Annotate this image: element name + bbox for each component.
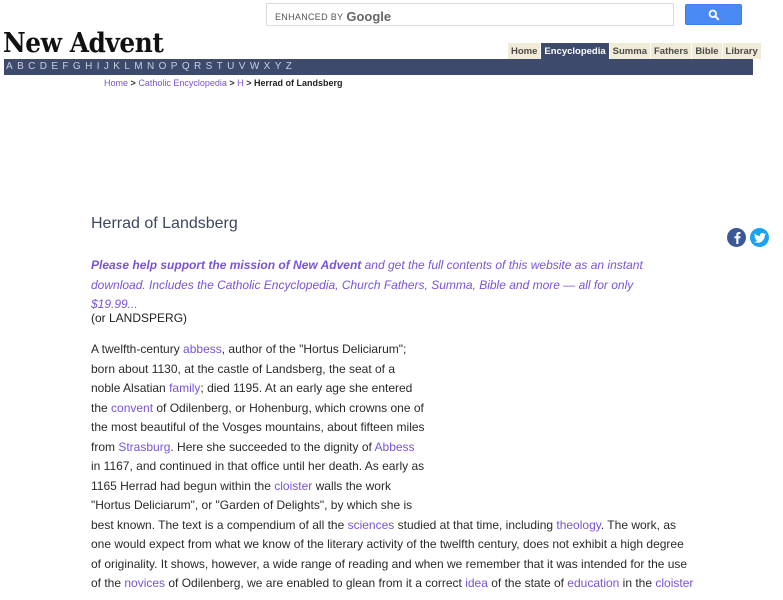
breadcrumb-catholic-encyclopedia[interactable]: Catholic Encyclopedia xyxy=(138,78,227,88)
article-line xyxy=(91,457,693,477)
article-text: of the state of xyxy=(487,576,568,590)
article-text: best known. The text is a compendium of all the xyxy=(91,517,348,532)
facebook-share-button[interactable] xyxy=(727,228,746,247)
alphabet-link-x[interactable]: X xyxy=(263,61,271,72)
breadcrumb-separator: > xyxy=(229,78,235,88)
support-mission-link[interactable]: Please help support the mission of New Advent xyxy=(91,258,362,272)
article-line xyxy=(91,555,693,575)
article-link-strasburg[interactable]: Strasburg xyxy=(118,439,171,454)
article-line xyxy=(91,516,693,536)
twitter-share-button[interactable] xyxy=(750,228,769,247)
article-text: the most beautiful of the Vosges mountains, about fifteen miles xyxy=(91,420,425,434)
article-line xyxy=(91,496,693,516)
nav-tab-library[interactable]: Library xyxy=(722,43,761,59)
article-link-sciences[interactable]: sciences xyxy=(347,517,395,532)
alphabet-link-q[interactable]: Q xyxy=(181,61,190,72)
nav-tab-encyclopedia[interactable]: Encyclopedia xyxy=(540,43,608,59)
search-input[interactable] xyxy=(267,4,673,25)
alphabet-link-a[interactable]: A xyxy=(6,61,13,72)
nav-tab-bible[interactable]: Bible xyxy=(691,43,721,59)
breadcrumb-separator: > xyxy=(246,78,252,88)
article-link-convent[interactable]: convent xyxy=(111,400,154,415)
article-link-family[interactable]: family xyxy=(169,381,201,395)
article-text: . The work, as xyxy=(600,517,676,532)
site-search-box[interactable] xyxy=(266,3,674,26)
social-share xyxy=(727,228,769,247)
alphabet-link-p[interactable]: P xyxy=(170,61,178,72)
alphabet-link-g[interactable]: G xyxy=(72,61,81,72)
alphabet-link-w[interactable]: W xyxy=(249,61,260,72)
article-text: A twelfth-century xyxy=(91,342,184,356)
article-text: of the xyxy=(91,576,125,590)
article-text: walls the work xyxy=(312,478,391,493)
article-text: the xyxy=(91,400,112,415)
article-text: of Odilenberg, we are enabled to glean from it a correct xyxy=(165,576,466,590)
article-line xyxy=(91,379,693,399)
article-text: one would expect from what we know of the literary activity of the twelfth century, does not exhibit a high degree xyxy=(91,537,684,551)
alphabet-link-b[interactable]: B xyxy=(17,61,24,72)
twitter-icon xyxy=(754,233,766,243)
article-text: , author of the "Hortus Deliciarum"; xyxy=(221,342,407,356)
site-logo[interactable]: New Advent xyxy=(3,28,164,59)
alphabet-link-j[interactable]: J xyxy=(103,61,110,72)
article-text: in the xyxy=(619,576,656,590)
article-link-theology[interactable]: theology xyxy=(556,517,601,532)
article-text: from xyxy=(91,439,119,454)
facebook-icon xyxy=(732,231,742,244)
article-line xyxy=(91,477,693,497)
alphabet-link-c[interactable]: C xyxy=(28,61,36,72)
support-promo xyxy=(91,256,671,315)
breadcrumb-home[interactable]: Home xyxy=(104,78,129,88)
article-line xyxy=(91,535,693,555)
alphabet-link-h[interactable]: H xyxy=(85,61,93,72)
article-text: 1165 Herrad had begun within the xyxy=(91,478,275,493)
article-text: ; died 1195. At an early age she entered xyxy=(200,381,413,395)
article-line xyxy=(91,418,693,438)
alphabet-link-s[interactable]: S xyxy=(205,61,213,72)
page-title: Herrad of Landsberg xyxy=(91,215,238,232)
nav-tab-fathers[interactable]: Fathers xyxy=(650,43,691,59)
article-text: in 1167, and continued in that office until her death. As early as xyxy=(91,459,425,473)
article-text: "Hortus Deliciarum", or "Garden of Delights", by which she is xyxy=(91,498,413,512)
article-link-novices[interactable]: novices xyxy=(124,576,166,590)
alphabet-link-z[interactable]: Z xyxy=(285,61,293,72)
article-text: studied at that time, including xyxy=(394,517,557,532)
article-text: . Here she succeeded to the dignity of xyxy=(170,439,375,454)
alphabet-link-r[interactable]: R xyxy=(194,61,202,72)
article-line xyxy=(91,340,693,360)
article-text: of Odilenberg, or Hohenburg, which crowns one of xyxy=(153,400,424,415)
search-button[interactable] xyxy=(685,4,742,25)
article-text: born about 1130, at the castle of Landsberg, the seat of a xyxy=(91,361,395,376)
promo-text: download. Includes the Catholic Encyclopedia, Church Fathers, Summa, Bible and more — all for only $19.99... xyxy=(91,277,634,311)
article-line xyxy=(91,574,693,594)
breadcrumb-current: Herrad of Landsberg xyxy=(253,78,343,88)
alphabet-link-n[interactable]: N xyxy=(146,61,155,72)
alphabet-link-l[interactable]: L xyxy=(124,61,131,72)
article-text: noble Alsatian xyxy=(91,381,170,395)
breadcrumb xyxy=(104,78,342,88)
alphabet-link-e[interactable]: E xyxy=(51,61,59,72)
search-icon xyxy=(708,9,720,21)
alphabet-link-o[interactable]: O xyxy=(158,61,167,72)
article-text: of originality. It shows, however, a wide range of reading and when we remember that it was intended for the use xyxy=(91,556,688,571)
article-link-education[interactable]: education xyxy=(567,576,620,590)
article-line xyxy=(91,360,693,380)
alphabet-link-i[interactable]: I xyxy=(96,61,100,72)
alphabet-index-bar xyxy=(4,59,753,75)
nav-tab-home[interactable]: Home xyxy=(507,43,540,59)
nav-tab-summa[interactable]: Summa xyxy=(609,43,650,59)
alphabet-link-m[interactable]: M xyxy=(134,61,143,72)
alphabet-link-v[interactable]: V xyxy=(238,61,246,72)
article-link-cloister[interactable]: cloister xyxy=(274,478,313,493)
breadcrumb-separator: > xyxy=(130,78,136,88)
alphabet-link-y[interactable]: Y xyxy=(274,61,282,72)
search-placeholder: ENHANCED BY Google xyxy=(275,9,392,24)
article-link-idea[interactable]: idea xyxy=(465,576,488,590)
article-line xyxy=(91,438,693,458)
alternate-name: (or LANDSPERG) xyxy=(91,311,188,325)
article-link-cloister[interactable]: cloister xyxy=(655,576,694,590)
alphabet-link-t[interactable]: T xyxy=(216,61,223,72)
promo-text: and get the full contents of this website as an instant xyxy=(361,258,643,272)
alphabet-link-k[interactable]: K xyxy=(113,61,121,72)
top-navigation xyxy=(507,43,761,59)
breadcrumb-letter-h[interactable]: H xyxy=(237,78,244,88)
article-link-abbess[interactable]: Abbess xyxy=(374,439,415,454)
article-link-abbess[interactable]: abbess xyxy=(183,342,222,356)
article-line xyxy=(91,399,693,419)
alphabet-link-u[interactable]: U xyxy=(227,61,235,72)
alphabet-link-d[interactable]: D xyxy=(39,61,48,72)
article-body xyxy=(91,340,693,594)
alphabet-link-f[interactable]: F xyxy=(62,61,69,72)
